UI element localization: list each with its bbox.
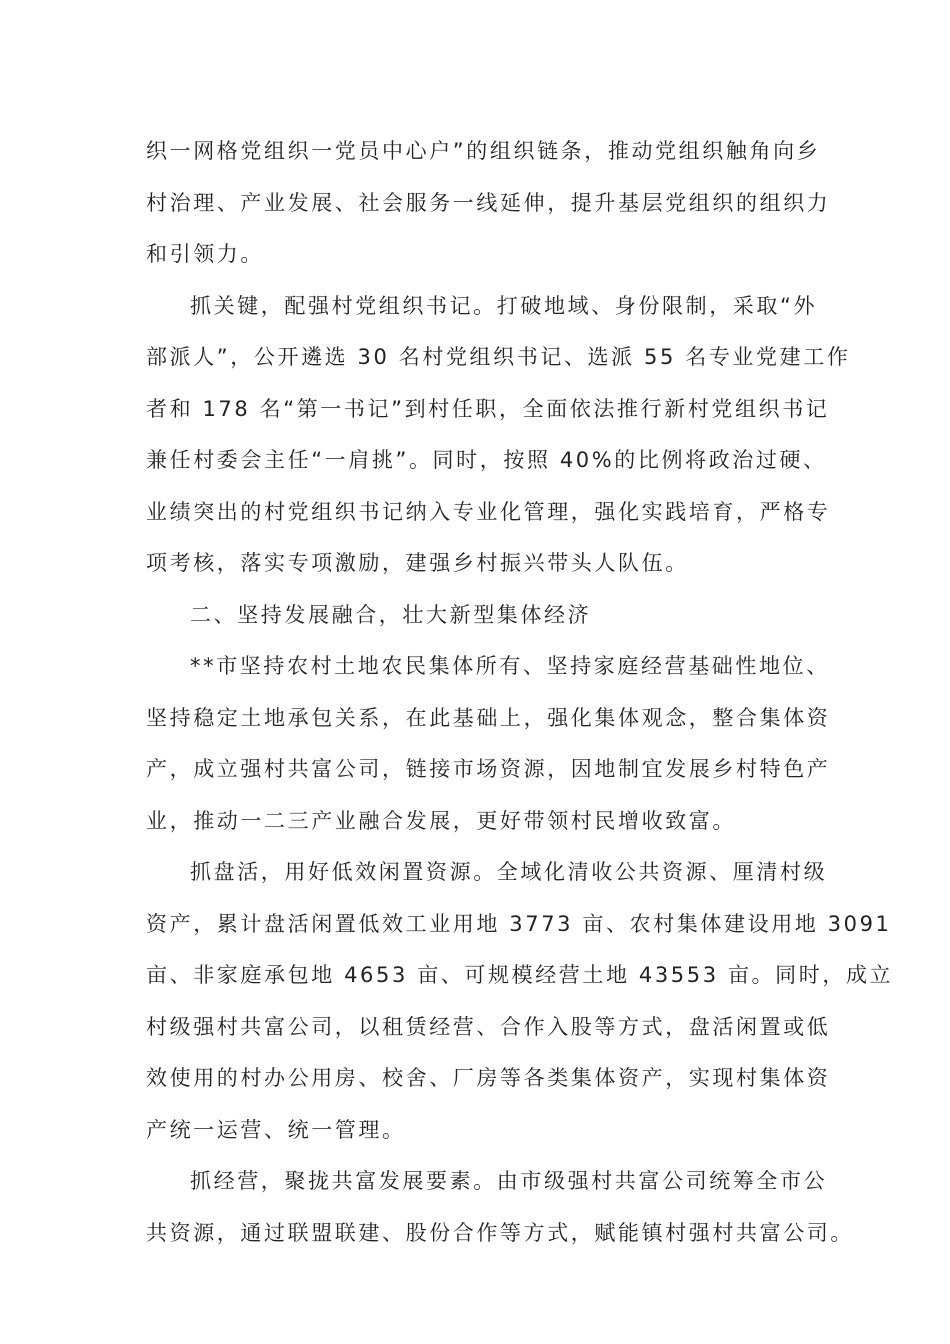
para-3-line-2: 坚持稳定土地承包关系，在此基础上，强化集体观念，整合集体资 xyxy=(146,705,831,730)
section-heading-2: 二、坚持发展融合，壮大新型集体经济 xyxy=(190,602,592,627)
para-1-line-2: 村治理、产业发展、社会服务一线延伸，提升基层党组织的组织力 xyxy=(146,190,831,215)
para-4-line-6: 产统一运营、统一管理。 xyxy=(146,1117,406,1142)
para-4-line-1: 抓盘活，用好低效闲置资源。全域化清收公共资源、厘清村级 xyxy=(190,860,828,884)
para-2-line-2: 部派人”，公开遴选 30 名村党组织书记、选派 55 名专业党建工作 xyxy=(146,345,851,369)
para-5-line-2: 共资源，通过联盟联建、股份合作等方式，赋能镇村强村共富公司。 xyxy=(146,1220,854,1245)
para-4-line-4: 村级强村共富公司，以租赁经营、合作入股等方式，盘活闲置或低 xyxy=(146,1014,831,1039)
para-2-line-4: 兼任村委会主任“一肩挑”。同时，按照 40%的比例将政治过硬、 xyxy=(146,448,827,472)
para-1-line-1: 织一网格党组织一党员中心户”的组织链条，推动党组织触角向乡 xyxy=(146,139,821,163)
document-body xyxy=(146,126,894,1259)
para-5-line-1: 抓经营，聚拢共富发展要素。由市级强村共富公司统筹全市公 xyxy=(190,1169,828,1193)
para-3-line-3: 产，成立强村共富公司，链接市场资源，因地制宜发展乡村特色产 xyxy=(146,757,831,781)
para-4-line-2: 资产，累计盘活闲置低效工业用地 3773 亩、农村集体建设用地 3091 xyxy=(146,911,892,936)
para-4-line-5: 效使用的村办公用房、校舍、厂房等各类集体资产，实现村集体资 xyxy=(146,1066,831,1090)
para-2-line-5: 业绩突出的村党组织书记纳入专业化管理，强化实践培育，严格专 xyxy=(146,499,831,524)
para-4-line-3: 亩、非家庭承包地 4653 亩、可规模经营土地 43553 亩。同时，成立 xyxy=(146,963,894,987)
para-3-line-4: 业，推动一二三产业融合发展，更好带领村民增收致富。 xyxy=(146,808,736,833)
para-3-line-1: **市坚持农村土地农民集体所有、坚持家庭经营基础性地位、 xyxy=(190,654,830,678)
para-2-line-3: 者和 178 名“第一书记”到村任职，全面依法推行新村党组织书记 xyxy=(146,396,830,421)
para-2-line-1: 抓关键，配强村党组织书记。打破地域、身份限制，采取“外 xyxy=(190,293,818,318)
para-1-line-3: 和引领力。 xyxy=(146,242,264,266)
para-2-line-6: 项考核，落实专项激励，建强乡村振兴带头人队伍。 xyxy=(146,551,689,575)
